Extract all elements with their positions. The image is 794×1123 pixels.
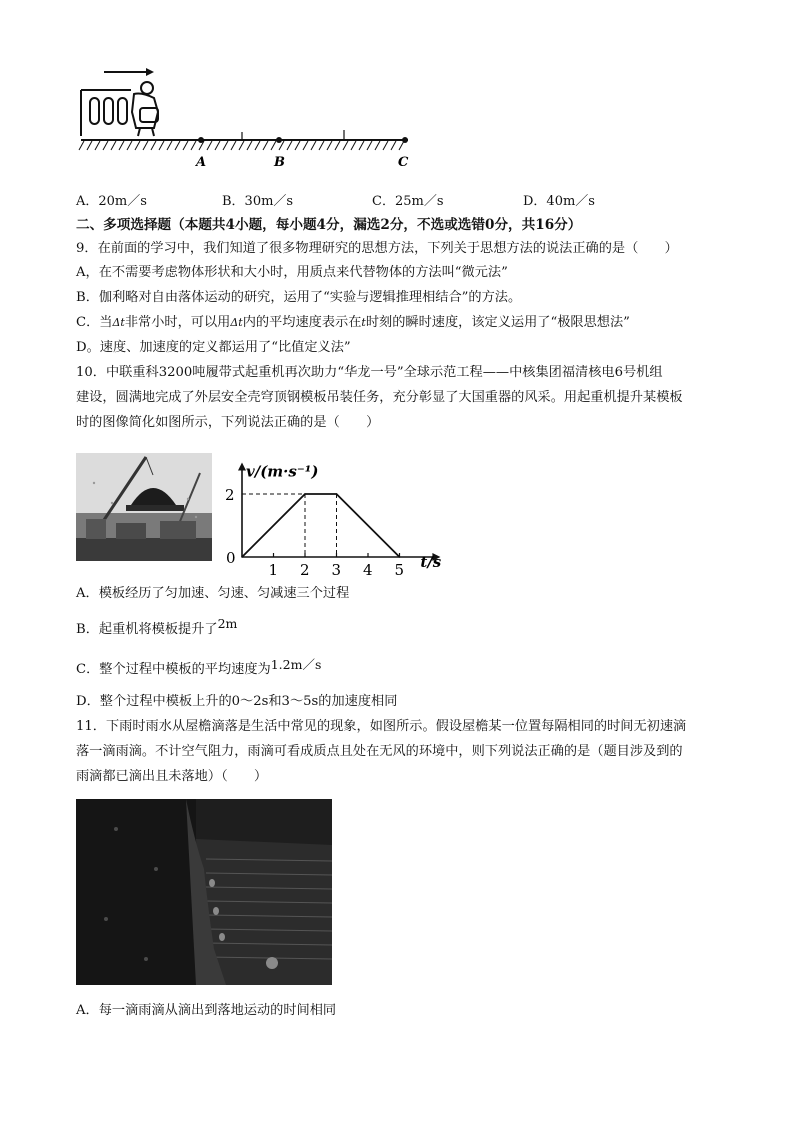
velocity-point <box>304 493 306 495</box>
q9-c-delta-t-1: Δt <box>112 316 125 329</box>
point-c-label: C <box>398 155 409 170</box>
q10-option-b[interactable] <box>76 616 238 639</box>
y-axis-label: v/(m·s⁻¹) <box>246 462 319 481</box>
q9-c-part1: C．当 <box>76 315 113 330</box>
q10-stem-line3: 时的图像简化如图所示，下列说法正确的是（ ） <box>76 415 380 430</box>
q10-c-text: C．整个过程中模板的平均速度为 <box>76 662 271 677</box>
crane-photo <box>76 453 212 561</box>
x-tick-label: 5 <box>394 561 405 579</box>
velocity-point <box>336 493 338 495</box>
q10-stem-line1: 10．中联重科3200吨履带式起重机再次助力“华龙一号”全球示范工程——中核集团福清核电6号机组 <box>76 365 663 380</box>
q8-option-c[interactable]: C．25m／s <box>372 194 444 209</box>
velocity-point <box>241 556 243 558</box>
x-axis-label: t/s <box>420 553 442 571</box>
q9-c-part2: 非常小时，可以用 <box>124 315 231 330</box>
y-axis-arrow <box>238 463 246 471</box>
q10-b-text: B．起重机将模板提升了 <box>76 622 218 637</box>
q10-option-d[interactable]: D．整个过程中模板上升的0～2s和3～5s的加速度相同 <box>76 694 398 709</box>
q9-option-b[interactable]: B．伽利略对自由落体运动的研究，运用了“实验与逻辑推理相结合”的方法。 <box>76 290 522 305</box>
q9-stem: 9．在前面的学习中，我们知道了很多物理研究的思想方法，下列关于思想方法的说法正确的是（ ） <box>76 241 678 256</box>
x-tick-label: 3 <box>331 561 342 579</box>
q9-option-d[interactable]: D。速度、加速度的定义都运用了“比值定义法” <box>76 340 351 355</box>
motion-diagram <box>76 62 416 172</box>
q9-c-t: t <box>361 316 366 329</box>
q10-c-value: 1.2m／s <box>270 657 322 672</box>
q9-c-delta-t-2: Δt <box>230 316 243 329</box>
q11-stem-line2: 落一滴雨滴。不计空气阻力，雨滴可看成质点且处在无风的环境中，则下列说法正确的是（题目涉及到的 <box>76 744 683 759</box>
point-b-label: B <box>274 155 285 170</box>
q9-option-a[interactable]: A，在不需要考虑物体形状和大小时，用质点来代替物体的方法叫“微元法” <box>76 265 508 280</box>
q10-option-a[interactable]: A．模板经历了匀加速、匀速、匀减速三个过程 <box>76 586 350 601</box>
q10-stem-line2: 建设，圆满地完成了外层安全壳穹顶钢模板吊装任务，充分彰显了大国重器的风采。用起重机提升某模板 <box>76 390 683 405</box>
section-heading: 二、多项选择题（本题共4小题，每小题4分，漏选2分，不选或选错0分，共16分） <box>76 217 582 233</box>
x-tick-label: 4 <box>363 561 373 579</box>
q11-stem-line3: 雨滴都已滴出且未落地）（ ） <box>76 769 268 784</box>
q10-b-value: 2m <box>217 616 238 631</box>
q8-option-d[interactable]: D．40m／s <box>523 194 595 209</box>
q11-option-a[interactable]: A．每一滴雨滴从滴出到落地运动的时间相同 <box>76 1003 337 1018</box>
q9-option-c[interactable] <box>76 314 630 332</box>
q8-option-a[interactable]: A．20m／s <box>76 194 147 209</box>
rain-eaves-photo <box>76 799 332 985</box>
x-tick-label: 2 <box>300 561 310 579</box>
q8-option-b[interactable]: B．30m／s <box>222 194 294 209</box>
velocity-point <box>399 556 401 558</box>
velocity-line <box>242 494 400 557</box>
point-a-label: A <box>196 155 207 170</box>
q9-c-part4: 时刻的瞬时速度，该定义运用了“极限思想法” <box>365 315 630 330</box>
vt-chart <box>218 442 478 582</box>
q9-c-part3: 内的平均速度表示在 <box>242 315 362 330</box>
q11-stem-line1: 11．下雨时雨水从屋檐滴落是生活中常见的现象，如图所示。假设屋檐某一位置每隔相同的时间无初速滴 <box>76 719 687 734</box>
q10-option-c[interactable] <box>76 657 322 679</box>
y-tick-label: 2 <box>225 486 235 504</box>
x-tick-label: 1 <box>268 561 279 579</box>
origin-label: 0 <box>226 549 236 567</box>
